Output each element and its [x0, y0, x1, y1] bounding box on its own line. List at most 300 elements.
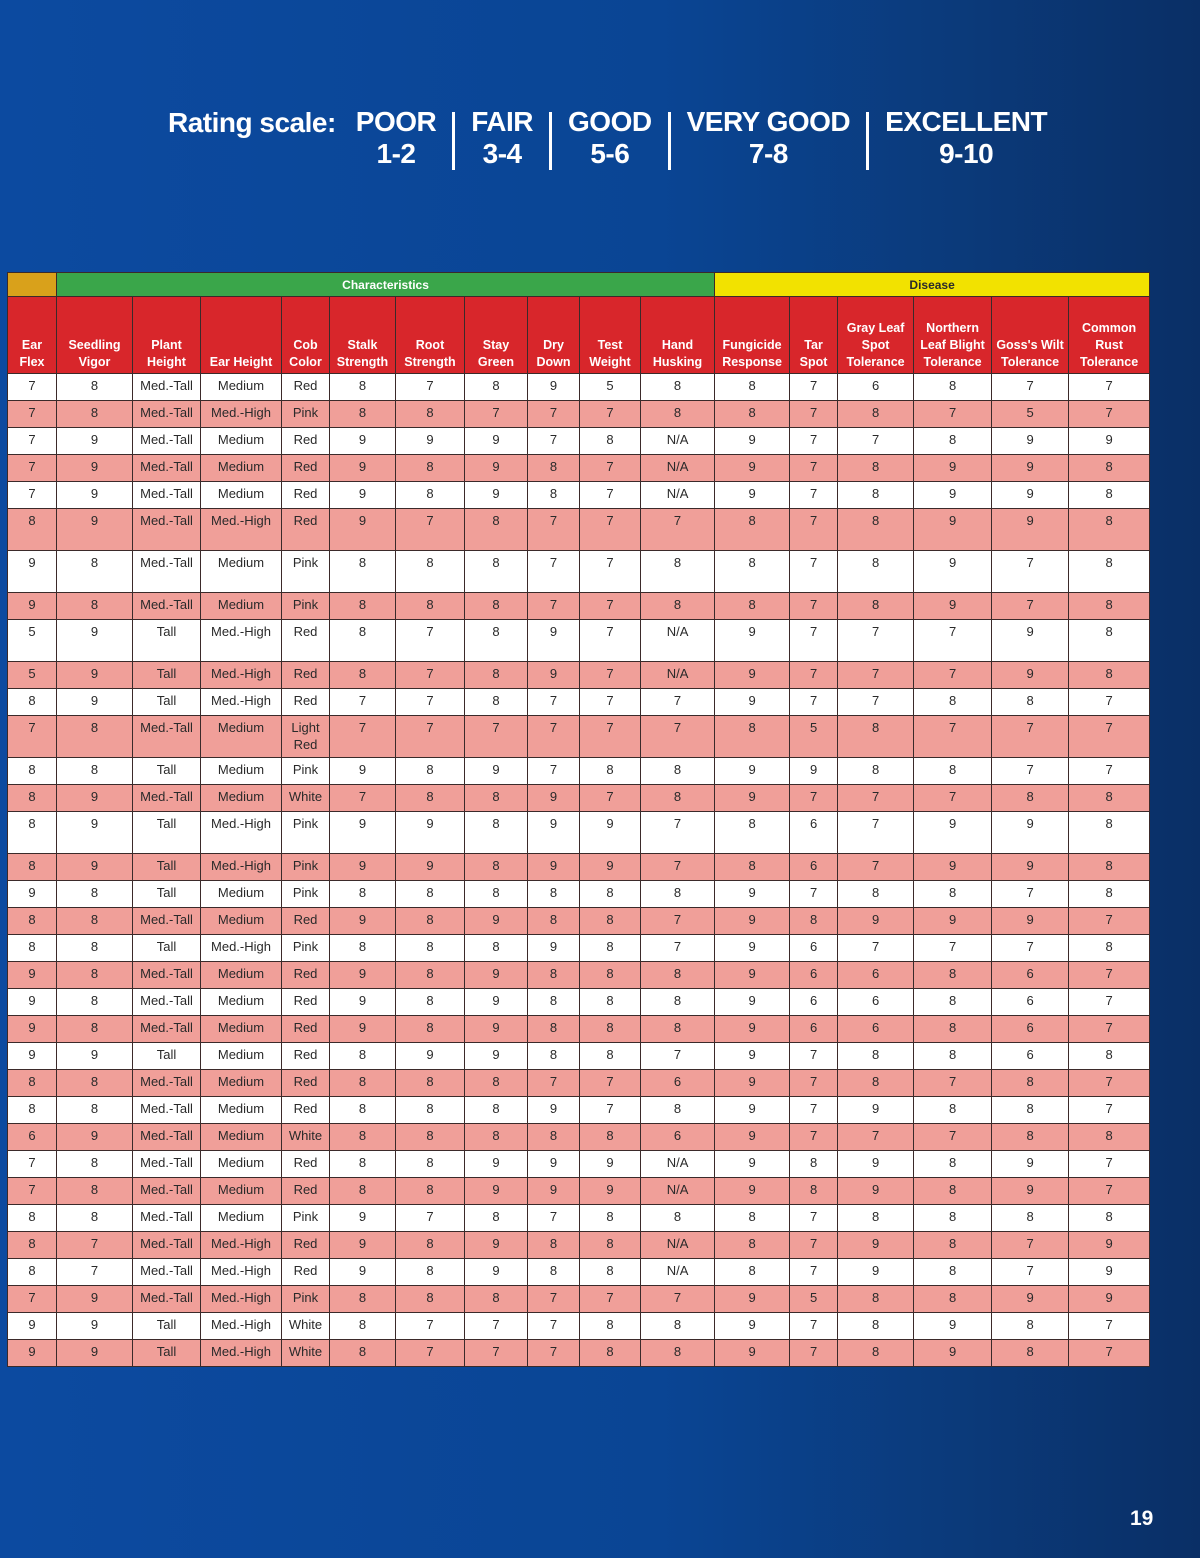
table-cell: 8	[838, 551, 914, 593]
table-cell: 9	[715, 455, 790, 482]
table-cell: 8	[580, 1232, 641, 1259]
table-cell: 8	[330, 551, 396, 593]
table-cell: 7	[992, 881, 1069, 908]
table-cell: 8	[641, 1205, 715, 1232]
table-cell: Med.-Tall	[133, 1151, 201, 1178]
table-cell: 7	[528, 428, 580, 455]
table-cell: Med.-High	[201, 1313, 282, 1340]
table-cell: 9	[465, 1232, 528, 1259]
table-cell: Med.-High	[201, 1259, 282, 1286]
table-cell: 7	[790, 401, 838, 428]
table-cell: 8	[914, 1259, 992, 1286]
table-cell: 7	[528, 593, 580, 620]
table-cell: Pink	[282, 1205, 330, 1232]
table-cell: 7	[1069, 689, 1150, 716]
table-cell: 8	[465, 785, 528, 812]
table-cell: 7	[790, 593, 838, 620]
column-header: Dry Down	[528, 297, 580, 374]
table-cell: Red	[282, 1259, 330, 1286]
table-cell: 9	[528, 662, 580, 689]
table-cell: 8	[914, 881, 992, 908]
table-cell: 8	[790, 1151, 838, 1178]
table-cell: 7	[992, 593, 1069, 620]
table-row	[8, 1286, 1150, 1313]
table-cell: 7	[1069, 908, 1150, 935]
table-cell: 8	[396, 1016, 465, 1043]
table-cell: 8	[330, 1340, 396, 1367]
table-cell: 9	[528, 1097, 580, 1124]
table-cell: 9	[1069, 1232, 1150, 1259]
table-cell: 7	[528, 1286, 580, 1313]
table-cell: 8	[8, 812, 57, 854]
table-cell: Med.-Tall	[133, 551, 201, 593]
table-cell: Tall	[133, 935, 201, 962]
table-cell: 9	[8, 1043, 57, 1070]
table-cell: 9	[914, 812, 992, 854]
table-cell: 8	[465, 509, 528, 551]
table-cell: 8	[396, 758, 465, 785]
column-header: Fungicide Response	[715, 297, 790, 374]
table-cell: 8	[1069, 935, 1150, 962]
table-cell: 8	[528, 1124, 580, 1151]
table-cell: 6	[838, 1016, 914, 1043]
table-cell: 7	[580, 482, 641, 509]
table-cell: 8	[641, 989, 715, 1016]
table-cell: 7	[992, 374, 1069, 401]
table-cell: 9	[57, 1124, 133, 1151]
table-cell: 9	[715, 1124, 790, 1151]
table-cell: 7	[528, 551, 580, 593]
column-header: Hand Husking	[641, 297, 715, 374]
table-cell: White	[282, 1313, 330, 1340]
column-header: Test Weight	[580, 297, 641, 374]
table-cell: Tall	[133, 689, 201, 716]
table-cell: 8	[641, 374, 715, 401]
table-cell: 5	[8, 620, 57, 662]
table-cell: N/A	[641, 1259, 715, 1286]
table-cell: 7	[396, 620, 465, 662]
table-cell: 8	[57, 593, 133, 620]
table-cell: 8	[396, 908, 465, 935]
table-cell: 9	[8, 593, 57, 620]
table-cell: 7	[580, 401, 641, 428]
table-cell: 8	[57, 1178, 133, 1205]
table-cell: N/A	[641, 662, 715, 689]
table-cell: 6	[641, 1124, 715, 1151]
table-cell: Med.-High	[201, 854, 282, 881]
table-cell: 6	[992, 1043, 1069, 1070]
table-cell: 8	[528, 455, 580, 482]
column-header: Plant Height	[133, 297, 201, 374]
table-cell: 8	[992, 689, 1069, 716]
table-cell: Pink	[282, 551, 330, 593]
table-cell: 9	[914, 455, 992, 482]
table-cell: 8	[330, 1286, 396, 1313]
column-group-row	[8, 273, 1150, 297]
page-number: 19	[1130, 1507, 1154, 1530]
table-cell: 7	[396, 1340, 465, 1367]
table-cell: 7	[790, 785, 838, 812]
table-cell: 9	[715, 785, 790, 812]
table-cell: 7	[580, 689, 641, 716]
table-cell: 9	[330, 509, 396, 551]
table-cell: Tall	[133, 812, 201, 854]
table-cell: 8	[1069, 620, 1150, 662]
table-cell: 9	[465, 1043, 528, 1070]
table-cell: 7	[914, 401, 992, 428]
table-cell: 8	[396, 1124, 465, 1151]
table-cell: White	[282, 785, 330, 812]
table-row	[8, 1043, 1150, 1070]
table-cell: 7	[838, 689, 914, 716]
table-cell: 6	[992, 962, 1069, 989]
table-cell: 8	[396, 785, 465, 812]
table-cell: 8	[580, 881, 641, 908]
rating-scale	[168, 106, 1047, 170]
table-row	[8, 962, 1150, 989]
table-cell: 8	[838, 881, 914, 908]
rating-divider	[549, 112, 552, 170]
table-cell: 7	[1069, 1313, 1150, 1340]
table-cell: 9	[465, 989, 528, 1016]
table-cell: 8	[838, 1286, 914, 1313]
table-cell: 8	[992, 1340, 1069, 1367]
table-cell: 9	[914, 509, 992, 551]
table-row	[8, 551, 1150, 593]
table-cell: 7	[790, 1340, 838, 1367]
table-cell: 7	[580, 716, 641, 758]
table-cell: 8	[838, 1070, 914, 1097]
table-cell: Tall	[133, 662, 201, 689]
table-cell: 8	[992, 1313, 1069, 1340]
table-cell: 9	[528, 854, 580, 881]
table-cell: 9	[838, 908, 914, 935]
table-cell: 7	[1069, 716, 1150, 758]
table-cell: 7	[914, 1124, 992, 1151]
table-cell: 8	[57, 962, 133, 989]
table-cell: 8	[715, 1259, 790, 1286]
table-cell: Tall	[133, 854, 201, 881]
table-cell: 9	[330, 812, 396, 854]
table-cell: 9	[992, 482, 1069, 509]
table-cell: 5	[790, 1286, 838, 1313]
rating-level-range: 9-10	[939, 138, 994, 169]
table-cell: 8	[57, 551, 133, 593]
table-cell: N/A	[641, 1232, 715, 1259]
table-cell: 6	[790, 935, 838, 962]
table-cell: 9	[715, 1097, 790, 1124]
table-cell: 7	[838, 620, 914, 662]
table-cell: 8	[57, 1016, 133, 1043]
table-cell: 7	[790, 374, 838, 401]
table-cell: 9	[528, 785, 580, 812]
table-body	[8, 374, 1150, 1367]
rating-level-good	[568, 106, 652, 170]
table-cell: 9	[57, 620, 133, 662]
table-row	[8, 1178, 1150, 1205]
table-cell: 8	[465, 935, 528, 962]
table-cell: 8	[580, 758, 641, 785]
table-cell: 7	[914, 935, 992, 962]
table-cell: 8	[8, 1070, 57, 1097]
table-cell: 7	[8, 482, 57, 509]
table-cell: 7	[8, 455, 57, 482]
table-cell: Med.-Tall	[133, 962, 201, 989]
table-cell: 8	[57, 989, 133, 1016]
table-cell: 9	[330, 428, 396, 455]
table-row	[8, 812, 1150, 854]
table-cell: 5	[790, 716, 838, 758]
table-cell: 7	[528, 689, 580, 716]
table-cell: Medium	[201, 962, 282, 989]
table-cell: 8	[1069, 455, 1150, 482]
table-cell: 6	[8, 1124, 57, 1151]
table-cell: 9	[57, 509, 133, 551]
table-cell: Red	[282, 1070, 330, 1097]
table-cell: 7	[790, 1205, 838, 1232]
table-cell: 9	[715, 662, 790, 689]
table-cell: Medium	[201, 1151, 282, 1178]
table-cell: N/A	[641, 620, 715, 662]
table-cell: 7	[57, 1232, 133, 1259]
rating-level-very-good	[687, 106, 851, 170]
table-cell: Med.-Tall	[133, 1205, 201, 1232]
table-cell: 7	[580, 551, 641, 593]
table-cell: 8	[838, 593, 914, 620]
table-cell: 9	[992, 509, 1069, 551]
table-cell: Pink	[282, 812, 330, 854]
table-cell: 8	[580, 1124, 641, 1151]
table-row	[8, 1340, 1150, 1367]
table-cell: 9	[330, 908, 396, 935]
table-cell: 8	[528, 1043, 580, 1070]
table-row	[8, 689, 1150, 716]
table-cell: 8	[715, 551, 790, 593]
table-cell: 9	[914, 482, 992, 509]
table-cell: Red	[282, 428, 330, 455]
table-cell: 8	[715, 401, 790, 428]
table-cell: 6	[790, 854, 838, 881]
table-cell: Pink	[282, 401, 330, 428]
table-cell: 9	[330, 962, 396, 989]
table-cell: 8	[992, 1097, 1069, 1124]
table-cell: 8	[396, 1259, 465, 1286]
hybrid-ratings-table	[7, 272, 1150, 1367]
table-cell: 7	[1069, 374, 1150, 401]
table-cell: 8	[715, 1205, 790, 1232]
table-cell: 9	[57, 785, 133, 812]
table-cell: 7	[8, 1178, 57, 1205]
table-cell: Med.-High	[201, 1286, 282, 1313]
table-cell: 9	[528, 935, 580, 962]
table-cell: Medium	[201, 758, 282, 785]
table-cell: Pink	[282, 758, 330, 785]
table-cell: 7	[914, 716, 992, 758]
table-cell: 9	[1069, 428, 1150, 455]
table-cell: 7	[838, 1124, 914, 1151]
table-cell: 8	[1069, 1205, 1150, 1232]
table-cell: 7	[1069, 962, 1150, 989]
table-cell: 6	[992, 1016, 1069, 1043]
table-cell: Med.-Tall	[133, 1097, 201, 1124]
table-cell: 8	[838, 758, 914, 785]
table-cell: 7	[528, 758, 580, 785]
table-row	[8, 509, 1150, 551]
table-cell: 8	[57, 1097, 133, 1124]
table-cell: 8	[914, 1151, 992, 1178]
table-cell: 8	[914, 428, 992, 455]
table-cell: 9	[528, 374, 580, 401]
table-cell: 9	[330, 854, 396, 881]
table-cell: 8	[838, 482, 914, 509]
table-cell: 8	[57, 374, 133, 401]
table-cell: 9	[992, 908, 1069, 935]
table-cell: 8	[1069, 482, 1150, 509]
table-cell: 8	[528, 482, 580, 509]
table-cell: 8	[465, 620, 528, 662]
table-cell: 8	[914, 1043, 992, 1070]
table-cell: 8	[580, 962, 641, 989]
table-cell: 9	[838, 1178, 914, 1205]
table-cell: 9	[992, 1286, 1069, 1313]
table-cell: 8	[330, 1313, 396, 1340]
table-cell: 9	[465, 758, 528, 785]
rating-level-name: VERY GOOD	[686, 106, 851, 137]
table-cell: 9	[580, 854, 641, 881]
column-header: Tar Spot	[790, 297, 838, 374]
table-cell: Med.-High	[201, 620, 282, 662]
table-cell: 7	[396, 1205, 465, 1232]
table-row	[8, 1016, 1150, 1043]
ratings-table-container	[7, 272, 1149, 1367]
table-cell: 9	[580, 1151, 641, 1178]
table-cell: Red	[282, 1043, 330, 1070]
table-cell: 8	[580, 1043, 641, 1070]
table-cell: 9	[330, 455, 396, 482]
table-cell: Medium	[201, 881, 282, 908]
table-cell: 8	[465, 374, 528, 401]
table-cell: 7	[580, 1097, 641, 1124]
table-cell: 9	[715, 689, 790, 716]
table-cell: 7	[528, 716, 580, 758]
table-cell: 6	[790, 989, 838, 1016]
table-cell: Medium	[201, 428, 282, 455]
table-cell: 8	[715, 509, 790, 551]
table-cell: 8	[715, 854, 790, 881]
table-cell: 8	[8, 908, 57, 935]
table-cell: 8	[396, 989, 465, 1016]
table-cell: 7	[8, 374, 57, 401]
table-cell: 6	[790, 962, 838, 989]
table-cell: 8	[580, 1016, 641, 1043]
table-cell: 9	[715, 1313, 790, 1340]
table-cell: 9	[528, 1178, 580, 1205]
rating-level-name: EXCELLENT	[885, 106, 1048, 137]
table-cell: 8	[396, 1070, 465, 1097]
table-row	[8, 1124, 1150, 1151]
table-cell: 8	[914, 1286, 992, 1313]
table-cell: 7	[1069, 1070, 1150, 1097]
table-cell: Tall	[133, 1313, 201, 1340]
table-cell: 9	[838, 1097, 914, 1124]
table-cell: White	[282, 1340, 330, 1367]
table-cell: 7	[580, 662, 641, 689]
table-cell: 7	[641, 509, 715, 551]
table-row	[8, 620, 1150, 662]
table-cell: 8	[396, 1151, 465, 1178]
table-cell: 8	[330, 1097, 396, 1124]
table-cell: 8	[465, 812, 528, 854]
table-cell: 8	[838, 401, 914, 428]
table-cell: 9	[914, 593, 992, 620]
table-cell: Med.-Tall	[133, 1178, 201, 1205]
table-cell: 8	[580, 908, 641, 935]
table-cell: 8	[465, 551, 528, 593]
table-cell: Red	[282, 989, 330, 1016]
table-cell: 8	[8, 854, 57, 881]
table-cell: 7	[528, 1205, 580, 1232]
table-cell: 8	[396, 881, 465, 908]
table-cell: 8	[330, 374, 396, 401]
table-cell: 8	[914, 1232, 992, 1259]
table-row	[8, 881, 1150, 908]
table-cell: 7	[992, 935, 1069, 962]
table-row	[8, 716, 1150, 758]
table-cell: 8	[914, 962, 992, 989]
table-cell: 7	[396, 374, 465, 401]
table-cell: 8	[992, 1205, 1069, 1232]
table-cell: 9	[528, 620, 580, 662]
table-cell: 7	[1069, 758, 1150, 785]
table-cell: 8	[396, 962, 465, 989]
table-cell: 8	[396, 1286, 465, 1313]
table-cell: Medium	[201, 551, 282, 593]
table-cell: 9	[8, 881, 57, 908]
table-cell: Tall	[133, 758, 201, 785]
table-cell: 8	[914, 989, 992, 1016]
table-cell: Red	[282, 509, 330, 551]
table-cell: 7	[992, 758, 1069, 785]
table-cell: 9	[465, 908, 528, 935]
table-cell: 9	[57, 1340, 133, 1367]
table-cell: 7	[641, 689, 715, 716]
table-cell: 8	[330, 881, 396, 908]
table-cell: 8	[330, 1043, 396, 1070]
table-cell: 8	[641, 881, 715, 908]
table-cell: 8	[914, 1097, 992, 1124]
table-cell: 8	[1069, 854, 1150, 881]
table-cell: 7	[1069, 1016, 1150, 1043]
table-cell: Red	[282, 908, 330, 935]
table-cell: 9	[396, 1043, 465, 1070]
table-cell: 8	[465, 1124, 528, 1151]
table-cell: 8	[528, 1016, 580, 1043]
table-cell: 9	[992, 428, 1069, 455]
table-cell: Med.-High	[201, 935, 282, 962]
table-cell: Red	[282, 482, 330, 509]
table-cell: Med.-High	[201, 662, 282, 689]
table-cell: 7	[914, 662, 992, 689]
table-cell: 8	[57, 401, 133, 428]
table-cell: 8	[715, 1232, 790, 1259]
table-cell: 8	[1069, 593, 1150, 620]
table-cell: Med.-Tall	[133, 374, 201, 401]
table-cell: Med.-Tall	[133, 1124, 201, 1151]
table-cell: 9	[790, 758, 838, 785]
table-cell: 7	[8, 716, 57, 758]
table-cell: 9	[465, 1151, 528, 1178]
table-cell: 9	[57, 1286, 133, 1313]
